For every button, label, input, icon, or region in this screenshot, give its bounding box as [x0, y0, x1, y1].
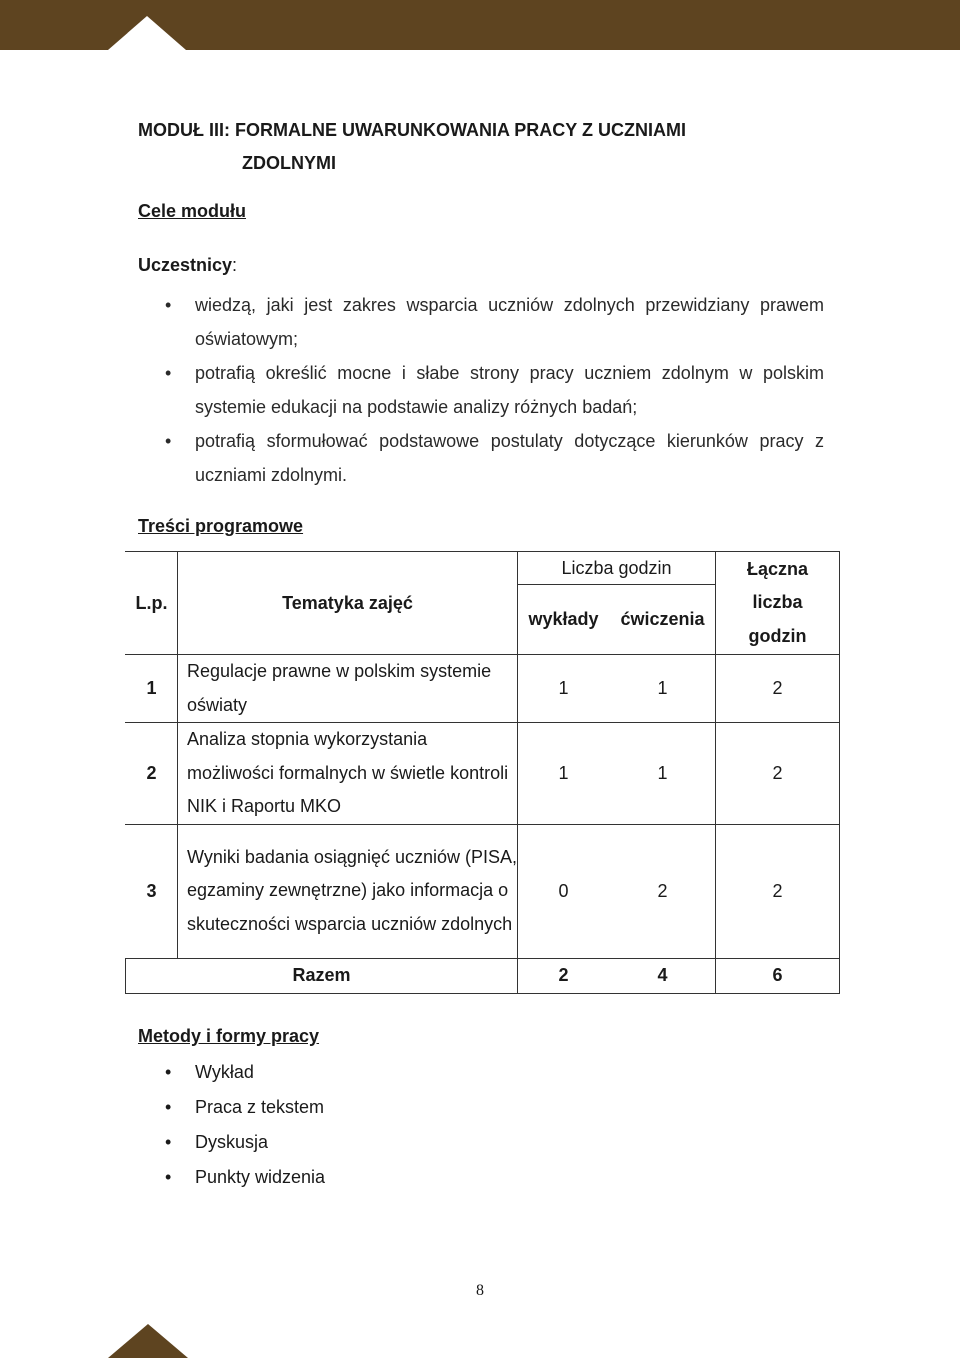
sum-label: Razem — [126, 958, 518, 993]
methods-list — [138, 1055, 325, 1195]
method-item: • Wykład — [138, 1055, 325, 1090]
methods-heading: Metody i formy pracy — [138, 1026, 320, 1046]
header-lp: L.p. — [126, 552, 178, 655]
header-topic: Tematyka zajęć — [178, 552, 518, 655]
sum-lectures: 2 — [518, 958, 610, 993]
header-notch — [108, 16, 186, 50]
row-total: 2 — [716, 723, 840, 825]
row-exercises: 1 — [610, 655, 716, 723]
row-topic: Wyniki badania osiągnięć uczniów (PISA, egzaminy zewnętrzne) jako informacja o skuteczności wsparcia uczniów zdolnych — [178, 824, 518, 958]
goals-heading: Cele modułu — [138, 201, 247, 221]
row-exercises: 1 — [610, 723, 716, 825]
table-header-row — [126, 552, 840, 585]
row-lp: 1 — [126, 655, 178, 723]
program-table — [125, 551, 840, 994]
program-heading: Treści programowe — [138, 516, 304, 536]
module-title-line2: ZDOLNYMI — [242, 153, 336, 173]
module-title — [138, 114, 858, 180]
table-row — [126, 655, 840, 723]
method-item: • Dyskusja — [138, 1125, 325, 1160]
row-topic: Regulacje prawne w polskim systemie oświaty — [178, 655, 518, 723]
header-lectures: wykłady — [518, 585, 610, 655]
row-lectures: 1 — [518, 723, 610, 825]
row-lectures: 0 — [518, 824, 610, 958]
goals-intro-label: Uczestnicy — [138, 255, 233, 275]
table-sum-row — [126, 958, 840, 993]
sum-total: 6 — [716, 958, 840, 993]
row-total: 2 — [716, 824, 840, 958]
goals-intro-colon: : — [232, 255, 238, 275]
footer-triangle — [108, 1324, 188, 1358]
method-item: • Praca z tekstem — [138, 1090, 325, 1125]
goal-item: • wiedzą, jaki jest zakres wsparcia uczniów zdolnych przewidziany prawem oświatowym; — [138, 288, 824, 356]
row-total: 2 — [716, 655, 840, 723]
row-lectures: 1 — [518, 655, 610, 723]
row-lp: 2 — [126, 723, 178, 825]
module-title-line1: MODUŁ III: FORMALNE UWARUNKOWANIA PRACY Z UCZNIAMI — [138, 120, 686, 140]
header-hours: Liczba godzin — [518, 552, 716, 585]
goals-list — [138, 288, 824, 492]
goal-item: • potrafią sformułować podstawowe postulaty dotyczące kierunków pracy z uczniami zdolnymi. — [138, 424, 824, 492]
header-exercises: ćwiczenia — [610, 585, 716, 655]
row-exercises: 2 — [610, 824, 716, 958]
method-item: • Punkty widzenia — [138, 1160, 325, 1195]
page-number: 8 — [476, 1282, 484, 1299]
goal-item: • potrafią określić mocne i słabe strony pracy uczniem zdolnym w polskim systemie edukacji na podstawie analizy różnych badań; — [138, 356, 824, 424]
row-lp: 3 — [126, 824, 178, 958]
sum-exercises: 4 — [610, 958, 716, 993]
table-row — [126, 824, 840, 958]
table-row — [126, 723, 840, 825]
goals-intro — [138, 255, 237, 276]
row-topic: Analiza stopnia wykorzystania możliwości formalnych w świetle kontroli NIK i Raportu MKO — [178, 723, 518, 825]
header-total: Łączna liczba godzin — [716, 552, 840, 655]
